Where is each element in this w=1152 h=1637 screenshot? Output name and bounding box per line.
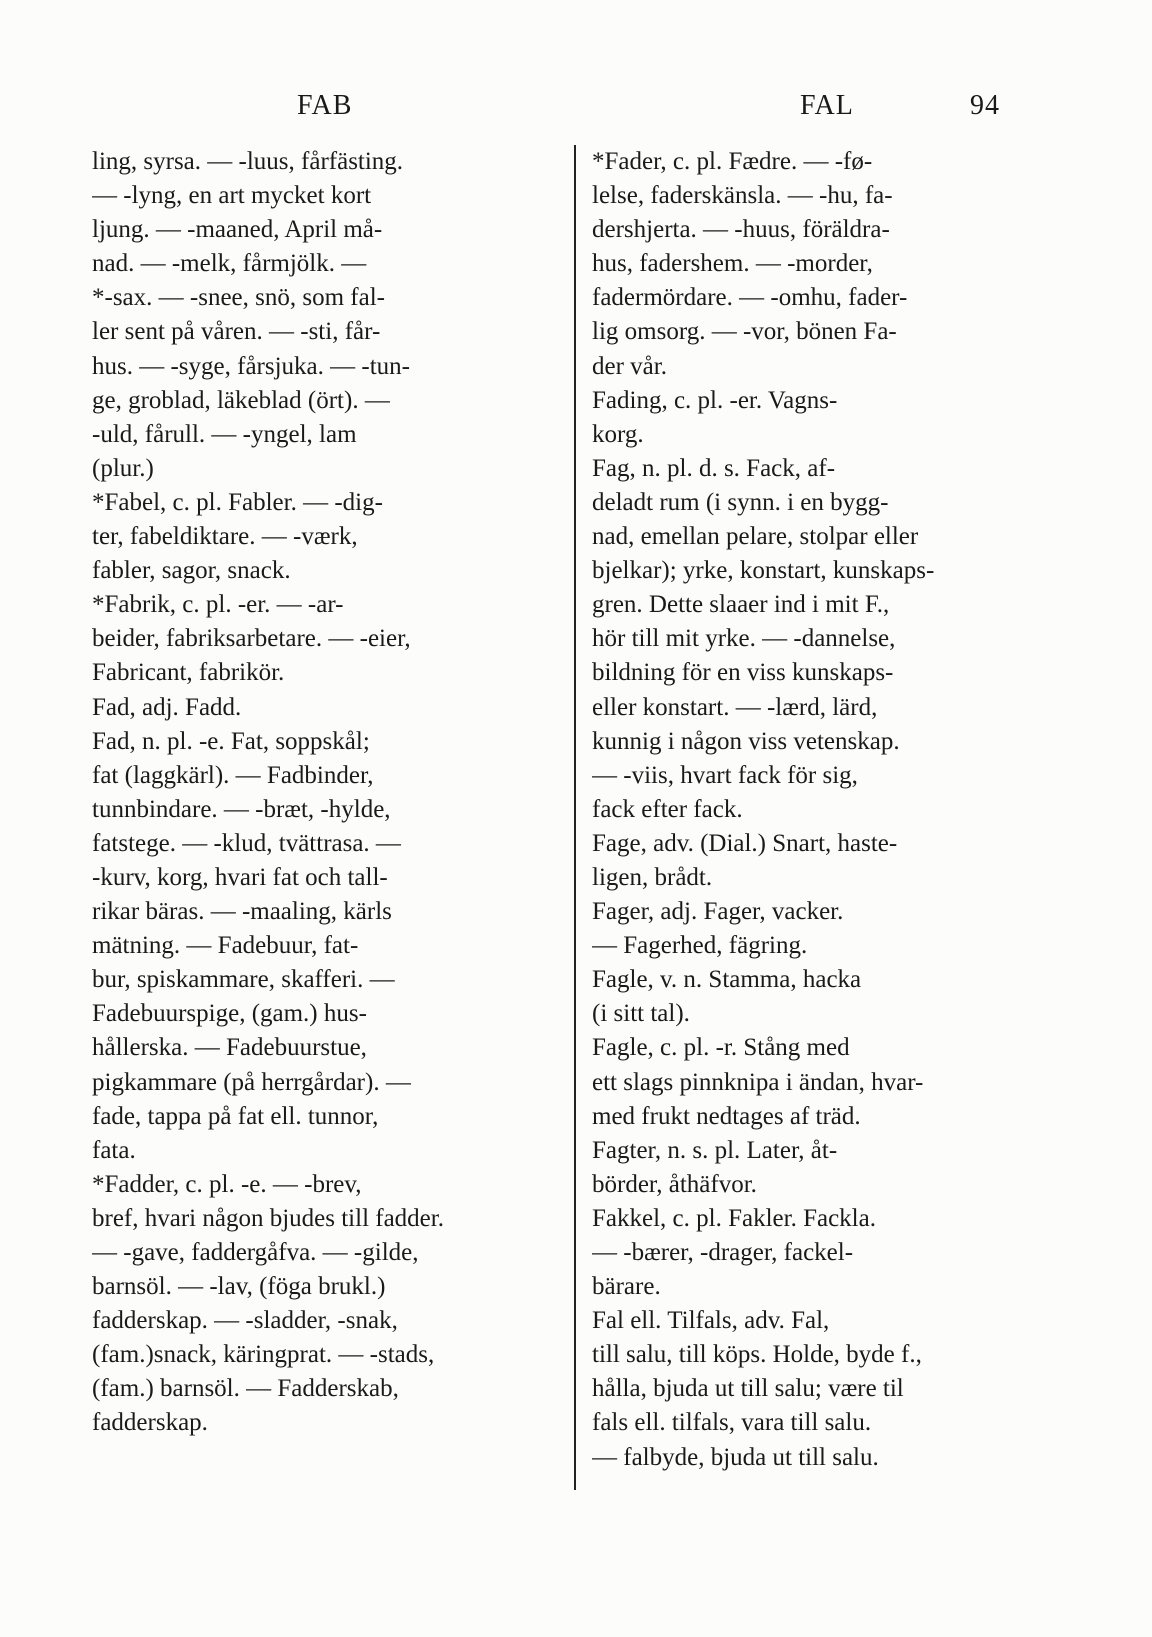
left-column (92, 145, 570, 1441)
entry-line: fals ell. tilfals, vara till salu. (592, 1409, 872, 1437)
entry-line: -uld, fårull. — -yngel, lam (92, 420, 357, 448)
entry-line: deladt rum (i synn. i en bygg- (592, 488, 889, 516)
entry-line: kunnig i någon viss vetenskap. (592, 727, 900, 755)
entry-line: ler sent på våren. — -sti, får- (92, 318, 381, 346)
entry-line: ett slags pinnknipa i ändan, hvar- (592, 1068, 924, 1096)
entry-line: — -gave, faddergåfva. — -gilde, (92, 1239, 419, 1266)
entry-line: Fabricant, fabrikör. (92, 659, 285, 687)
entry-line: Fagle, v. n. Stamma, hacka (592, 966, 862, 994)
entry-line: (fam.) barnsöl. — Fadderskab, (92, 1375, 399, 1403)
entry-line: fat (laggkärl). — Fadbinder, (92, 761, 374, 789)
entry-line: börder, åthäfvor. (592, 1170, 757, 1198)
entry-line: mätning. — Fadebuur, fat- (92, 932, 359, 960)
entry-line: bref, hvari någon bjudes till fadder. (92, 1204, 444, 1232)
entry-line: Fag, n. pl. d. s. Fack, af- (592, 454, 836, 482)
entry-line: fatstege. — -klud, tvättrasa. — (92, 829, 401, 857)
entry-line: Fadebuurspige, (gam.) hus- (92, 1000, 367, 1028)
entry-line: (i sitt tal). (592, 1000, 690, 1028)
entry-line: ter, fabeldiktare. — -værk, (92, 523, 358, 551)
entry-line: ljung. — -maaned, April må- (92, 216, 383, 244)
entry-line: fata. (92, 1136, 136, 1164)
entry-line: hör till mit yrke. — -dannelse, (592, 625, 896, 653)
entry-line: — -lyng, en art mycket kort (92, 182, 372, 210)
entry-line: ligen, brådt. (592, 863, 713, 891)
column-divider (574, 145, 576, 1490)
entry-line: beider, fabriksarbetare. — -eier, (92, 625, 411, 653)
entry-line: — Fagerhed, fägring. (592, 932, 808, 960)
entry-line: der vår. (592, 352, 667, 380)
entry-line: Fading, c. pl. -er. Vagns- (592, 386, 838, 414)
entry-line: (fam.)snack, käringprat. — -stads, (92, 1341, 435, 1369)
entry-line: (plur.) (92, 454, 154, 482)
entry-line: -kurv, korg, hvari fat och tall- (92, 863, 388, 891)
entry-line: nad. — -melk, fårmjölk. — (92, 250, 367, 278)
entry-line: gren. Dette slaaer ind i mit F., (592, 591, 890, 619)
entry-line: *-sax. — -snee, snö, som fal- (92, 284, 385, 312)
right-column (592, 145, 1070, 1475)
entry-line: fade, tappa på fat ell. tunnor, (92, 1102, 379, 1130)
entry-line: fadermördare. — -omhu, fader- (592, 284, 908, 312)
entry-line: fadderskap. — -sladder, -snak, (92, 1307, 398, 1335)
page-number: 94 (970, 90, 1000, 121)
entry-line: *Fabel, c. pl. Fabler. — -dig- (92, 488, 383, 516)
entry-line: bjelkar); yrke, konstart, kunskaps- (592, 557, 935, 585)
entry-line: fadderskap. (92, 1409, 208, 1437)
entry-line: Fad, n. pl. -e. Fat, soppskål; (92, 727, 370, 755)
entry-line: Fage, adv. (Dial.) Snart, haste- (592, 829, 898, 857)
entry-line: till salu, till köps. Holde, byde f., (592, 1341, 922, 1369)
entry-line: fack efter fack. (592, 795, 743, 823)
entry-line: *Fabrik, c. pl. -er. — -ar- (92, 591, 344, 619)
entry-line: tunnbindare. — -bræt, -hylde, (92, 795, 391, 823)
entry-line: eller konstart. — -lærd, lärd, (592, 693, 878, 721)
entry-line: hållerska. — Fadebuurstue, (92, 1034, 367, 1062)
entry-line: — falbyde, bjuda ut till salu. (592, 1443, 879, 1471)
running-head-left: FAB (297, 90, 353, 121)
entry-line: med frukt nedtages af träd. (592, 1102, 861, 1130)
entry-line: Fager, adj. Fager, vacker. (592, 898, 844, 926)
entry-line: *Fadder, c. pl. -e. — -brev, (92, 1170, 362, 1198)
running-head-right: FAL (800, 90, 854, 121)
entry-line: lig omsorg. — -vor, bönen Fa- (592, 318, 897, 346)
entry-line: Fal ell. Tilfals, adv. Fal, (592, 1307, 830, 1335)
entry-line: Fakkel, c. pl. Fakler. Fackla. (592, 1204, 876, 1232)
entry-line: Fagle, c. pl. -r. Stång med (592, 1034, 850, 1062)
entry-line: barnsöl. — -lav, (föga brukl.) (92, 1273, 386, 1301)
entry-line: Fagter, n. s. pl. Later, åt- (592, 1136, 838, 1164)
entry-line: dershjerta. — -huus, föräldra- (592, 216, 890, 244)
entry-line: bur, spiskammare, skafferi. — (92, 966, 395, 994)
entry-line: — -viis, hvart fack för sig, (592, 761, 858, 789)
entry-line: pigkammare (på herrgårdar). — (92, 1068, 411, 1096)
entry-line: korg. (592, 420, 644, 448)
entry-line: hålla, bjuda ut till salu; være til (592, 1375, 904, 1403)
entry-line: — -bærer, -drager, fackel- (592, 1239, 854, 1266)
entry-line: lelse, faderskänsla. — -hu, fa- (592, 182, 893, 210)
entry-line: rikar bäras. — -maaling, kärls (92, 898, 392, 926)
entry-line: *Fader, c. pl. Fædre. — -fø- (592, 148, 873, 175)
entry-line: ling, syrsa. — -luus, fårfästing. (92, 148, 404, 175)
entry-line: hus. — -syge, fårsjuka. — -tun- (92, 352, 410, 380)
entry-line: fabler, sagor, snack. (92, 557, 291, 585)
entry-line: ge, groblad, läkeblad (ört). — (92, 386, 390, 414)
entry-line: hus, fadershem. — -morder, (592, 250, 873, 278)
entry-line: Fad, adj. Fadd. (92, 693, 242, 721)
entry-line: nad, emellan pelare, stolpar eller (592, 523, 919, 551)
entry-line: bildning för en viss kunskaps- (592, 659, 894, 687)
entry-line: bärare. (592, 1273, 661, 1301)
